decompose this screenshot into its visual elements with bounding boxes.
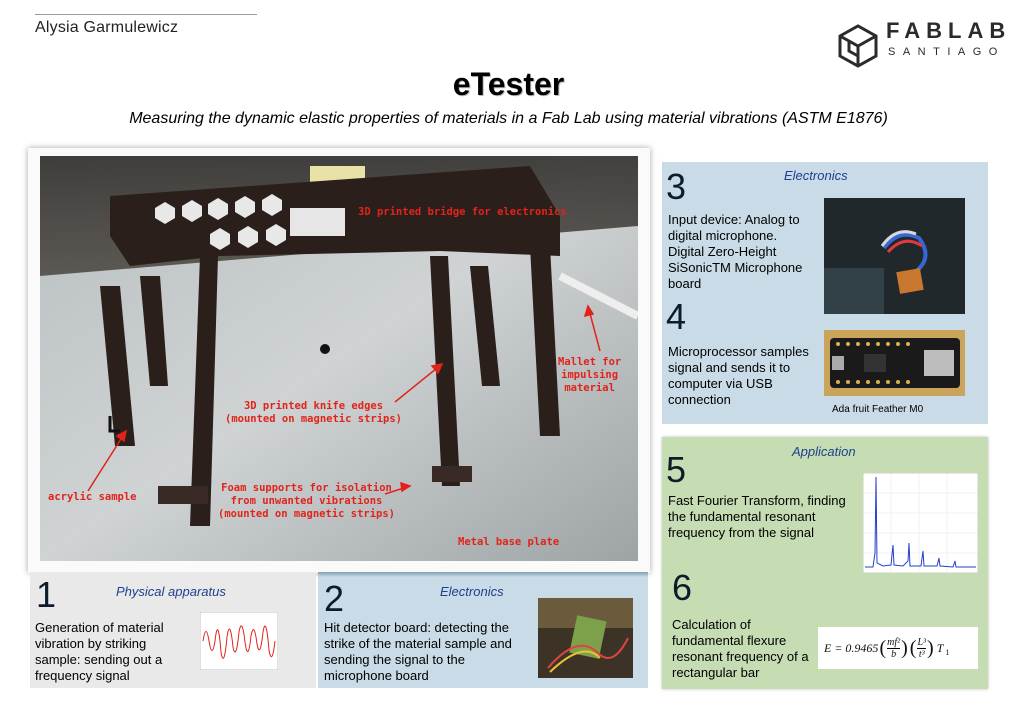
step-number: 1 xyxy=(36,574,57,615)
fablab-logo xyxy=(834,14,1012,70)
flexure-formula: E = 0.9465 ( mf² b ) ( L³ t³ ) T 1 xyxy=(818,627,978,669)
formula-sub: 1 xyxy=(945,647,950,657)
vibration-signal-plot xyxy=(200,612,278,670)
annotation-mallet: Mallet for impulsing material xyxy=(558,356,622,394)
panel-heading: Electronics xyxy=(440,584,504,599)
step-number: 2 xyxy=(324,578,345,619)
author-underline xyxy=(35,14,257,15)
annotation-foam-supports: Foam supports for isolation from unwanted vibrations (mounted on magnetic strips) xyxy=(218,482,396,520)
panel-application xyxy=(662,437,988,689)
logo-line-1: FABLAB xyxy=(886,18,1012,43)
apparatus-photo-card xyxy=(28,148,650,573)
step-number: 4 xyxy=(666,296,687,337)
fablab-cube-icon xyxy=(834,18,884,68)
logo-line-2: SANTIAGO xyxy=(888,46,1005,58)
feather-m0-photo xyxy=(824,330,965,396)
panel-heading: Physical apparatus xyxy=(116,584,226,599)
panel-text: Input device: Analog to digital microphone. Digital Zero-Height SiSonicTM Microphone board xyxy=(668,212,803,291)
step-number: 6 xyxy=(672,567,693,608)
hit-detector-photo xyxy=(538,598,633,678)
panel-electronics-input xyxy=(662,162,988,424)
panel-text: Calculation of fundamental flexure resonant frequency of a rectangular bar xyxy=(672,617,809,680)
panel-heading: Electronics xyxy=(784,168,848,183)
formula-tail: T xyxy=(936,640,944,655)
panel-physical-apparatus xyxy=(30,572,316,688)
fft-spectrum-plot xyxy=(863,473,978,573)
panel-text: Hit detector board: detecting the strike of the material sample and sending the signal to the microphone board xyxy=(324,620,512,683)
annotation-acrylic-sample: acrylic sample xyxy=(48,491,137,503)
formula-lead: E = 0.9465 xyxy=(824,640,879,655)
microphone-board-photo xyxy=(824,198,965,314)
annotation-bridge: 3D printed bridge for electronics xyxy=(358,206,567,218)
step-number: 5 xyxy=(666,449,687,490)
panel-hit-detector xyxy=(318,572,648,688)
annotation-metal-plate: Metal base plate xyxy=(458,536,560,548)
feather-caption: Ada fruit Feather M0 xyxy=(832,404,924,415)
poster-title: eTester xyxy=(452,66,565,102)
panel-text: Microprocessor samples signal and sends it to computer via USB connection xyxy=(668,344,809,407)
panel-text: Generation of material vibration by striking sample: sending out a frequency signal xyxy=(35,620,164,683)
step-number: 3 xyxy=(666,166,687,207)
annotation-knife-edges: 3D printed knife edges (mounted on magnetic strips) xyxy=(225,400,403,425)
panel-text: Fast Fourier Transform, finding the fundamental resonant frequency from the signal xyxy=(668,493,846,540)
poster-subtitle: Measuring the dynamic elastic properties of materials in a Fab Lab using material vibrations (ASTM E1876) xyxy=(129,110,888,127)
author-name: Alysia Garmulewicz xyxy=(35,19,179,36)
panel-heading: Application xyxy=(792,444,856,459)
panel-shadow xyxy=(318,572,648,577)
